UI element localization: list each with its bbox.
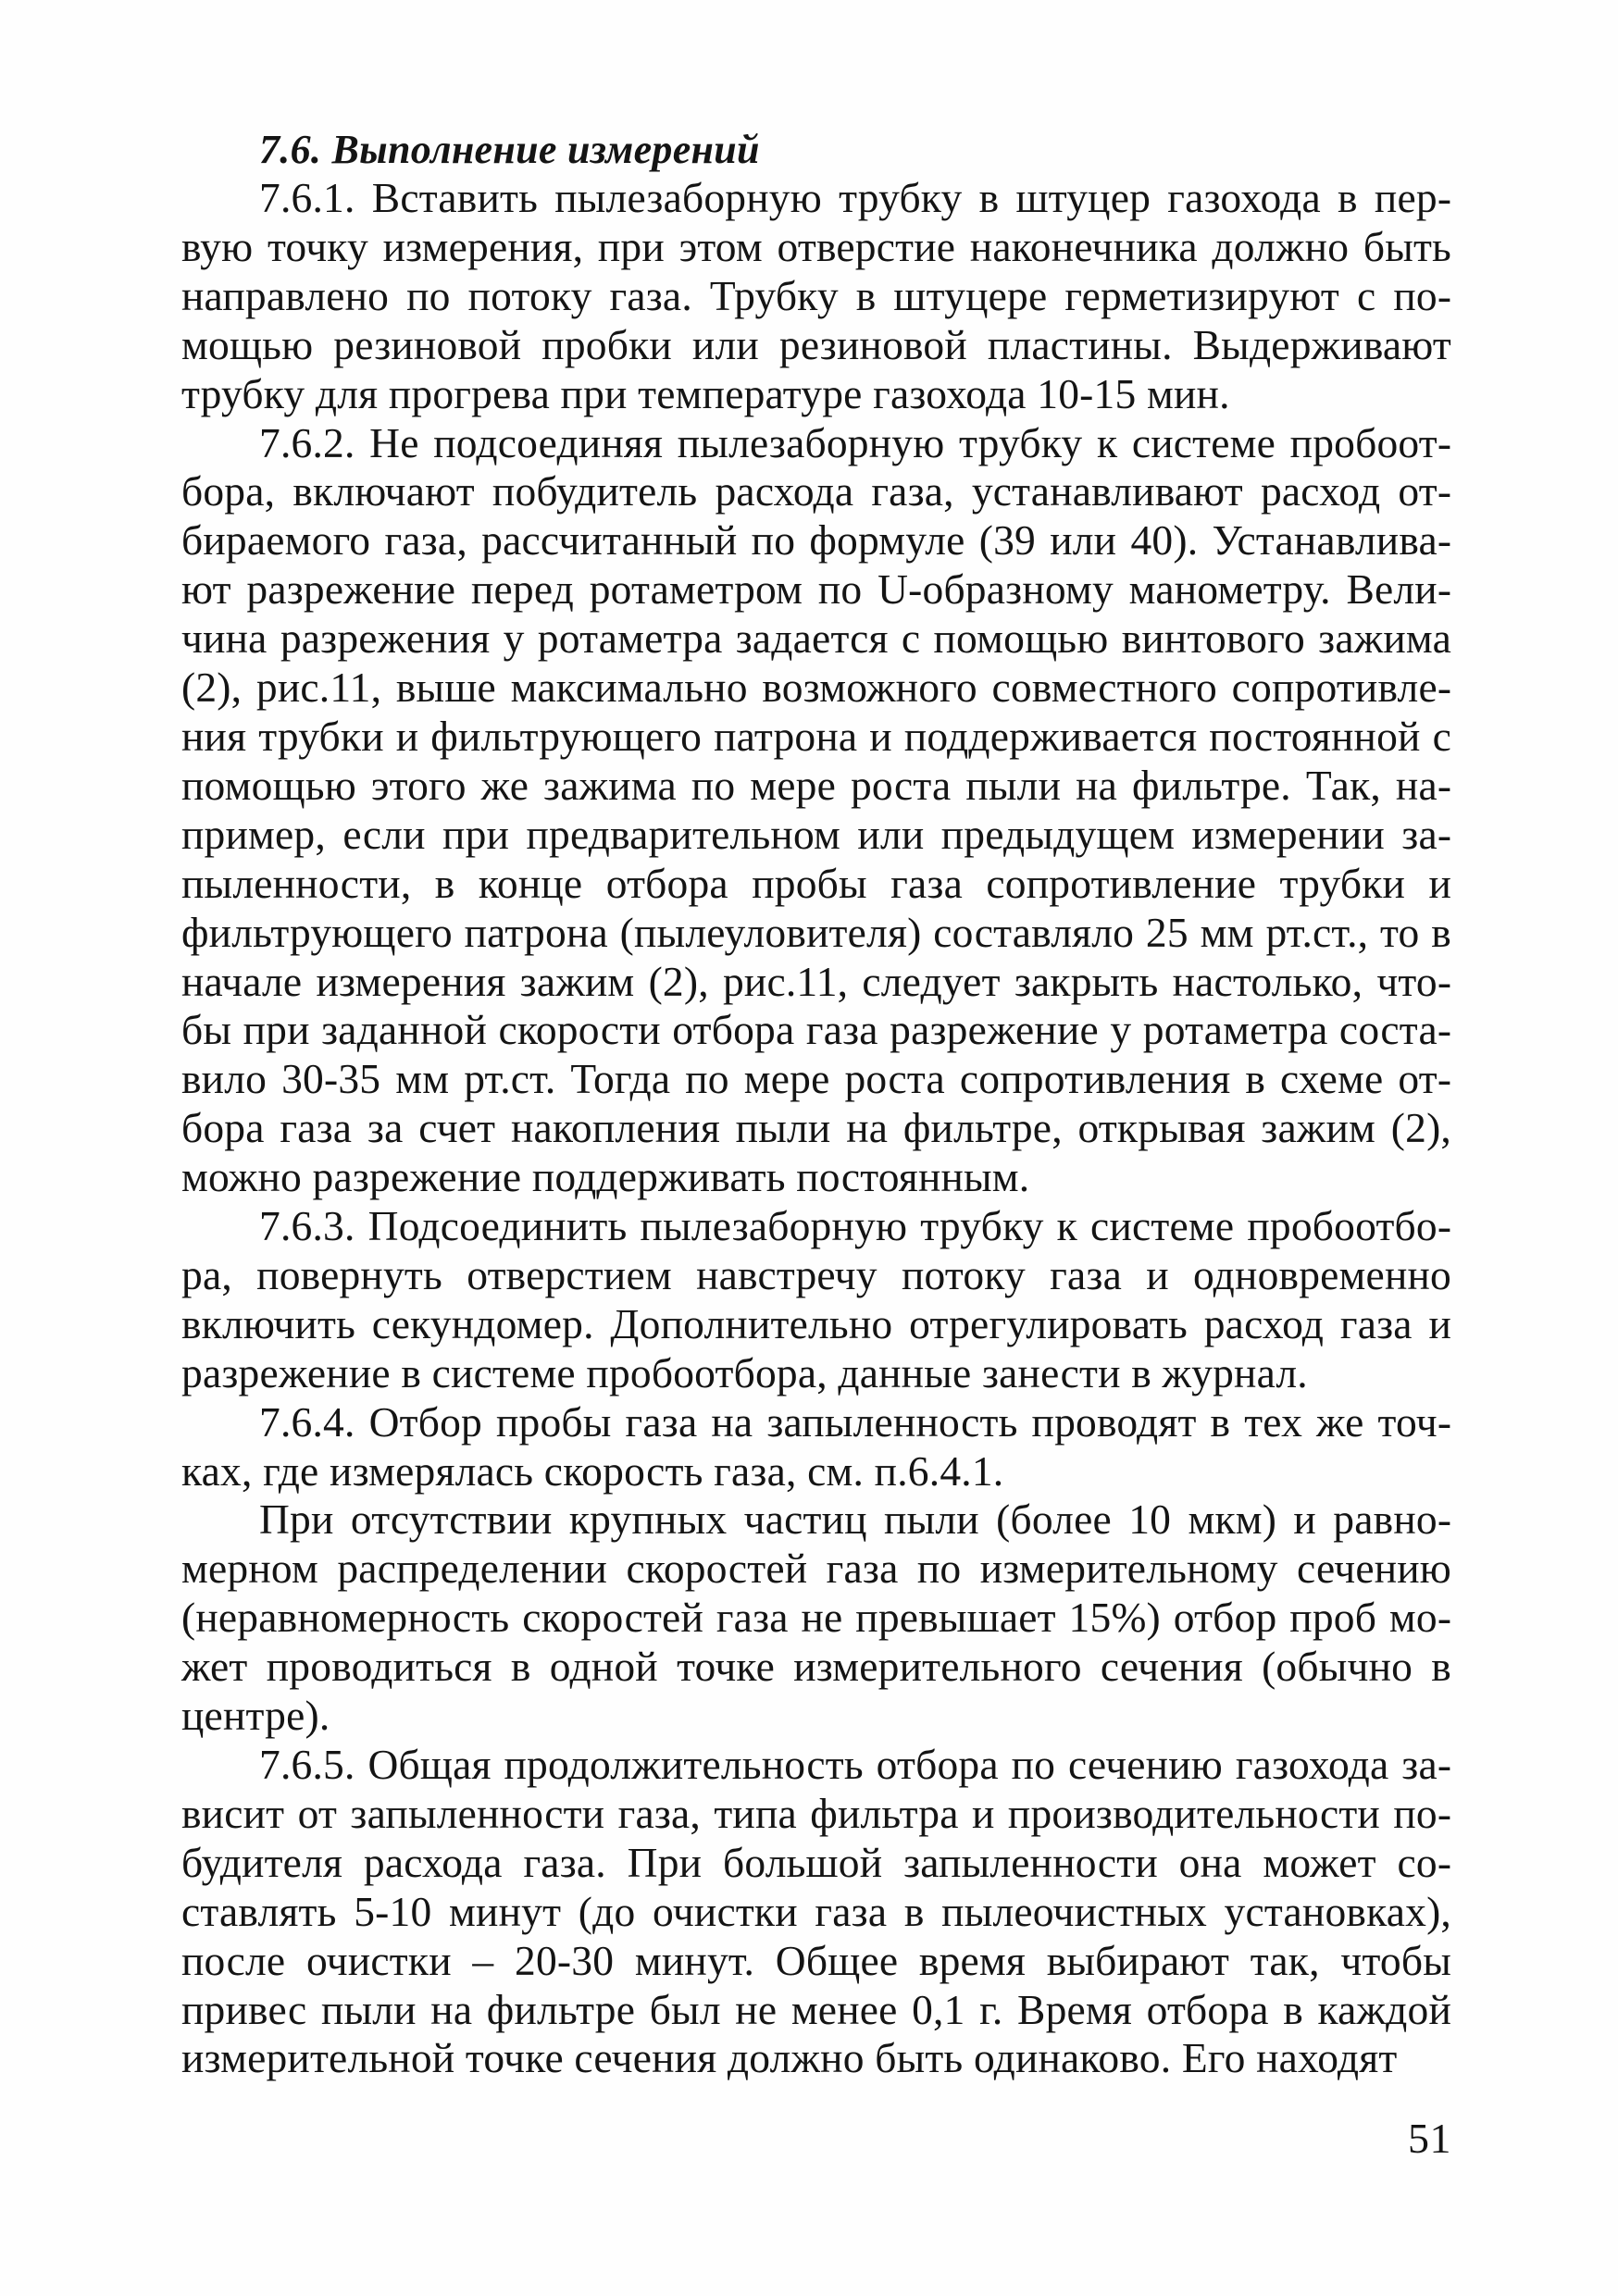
page-number: 51: [1408, 2115, 1451, 2162]
paragraph-coarse-particles-note: При отсутствии крупных частиц пыли (более 10 мкм) и равномерном распределении скоростей газа по измерительному сечению (неравномерность скоростей газа не превышает 15%) отбор проб может проводиться в одной точке измерительного сечения (обычно в центре).: [181, 1496, 1451, 1740]
section-heading: 7.6. Выполнение измерений: [259, 127, 760, 172]
paragraph-7-6-4: 7.6.4. Отбор пробы газа на запыленность проводят в тех же точках, где измерялась скорость газа, см. п.6.4.1.: [181, 1397, 1451, 1495]
paragraph-7-6-2: 7.6.2. Не подсоединяя пылезаборную трубку к системе пробоотбора, включают побудитель расхода газа, устанавливают расход отбираемого газа, рассчитанный по формуле (39 или 40). Устанавливают разрежение перед ротаметром по U-образному манометру. Величина разрежения у ротаметра задается с помощью винтового зажима (2), рис.11, выше максимально возможного совместного сопротивления трубки и фильтрующего патрона и поддерживается постоянной с помощью этого же зажима по мере роста пыли на фильтре. Так, например, если при предварительном или предыдущем измерении запыленности, в конце отбора пробы газа сопротивление трубки и фильтрующего патрона (пылеуловителя) составляло 25 мм рт.ст., то в начале измерения зажим (2), рис.11, следует закрыть настолько, чтобы при заданной скорости отбора газа разрежение у ротаметра составило 30-35 мм рт.ст. Тогда по мере роста сопротивления в схеме отбора газа за счет накопления пыли на фильтре, открывая зажим (2), можно разрежение поддерживать постоянным.: [181, 418, 1451, 1201]
paragraph-7-6-1: 7.6.1. Вставить пылезаборную трубку в штуцер газохода в первую точку измерения, при этом отверстие наконечника должно быть направлено по потоку газа. Трубку в штуцере герметизируют с помощью резиновой пробки или резиновой пластины. Выдерживают трубку для прогрева при температуре газохода 10-15 мин.: [181, 174, 1451, 417]
page-body: [181, 126, 1451, 2083]
paragraph-7-6-5: 7.6.5. Общая продолжительность отбора по сечению газохода зависит от запыленности газа, типа фильтра и производительности побудителя расхода газа. При большой запыленности она может составлять 5-10 минут (до очистки газа в пылеочистных установках), после очистки – 20-30 минут. Общее время выбирают так, чтобы привес пыли на фильтре был не менее 0,1 г. Время отбора в каждой измерительной точке сечения должно быть одинаково. Его находят: [181, 1741, 1451, 2082]
paragraph-7-6-3: 7.6.3. Подсоединить пылезаборную трубку к системе пробоотбора, повернуть отверстием навстречу потоку газа и одновременно включить секундомер. Дополнительно отрегулировать расход газа и разрежение в системе пробоотбора, данные занести в журнал.: [181, 1202, 1451, 1396]
